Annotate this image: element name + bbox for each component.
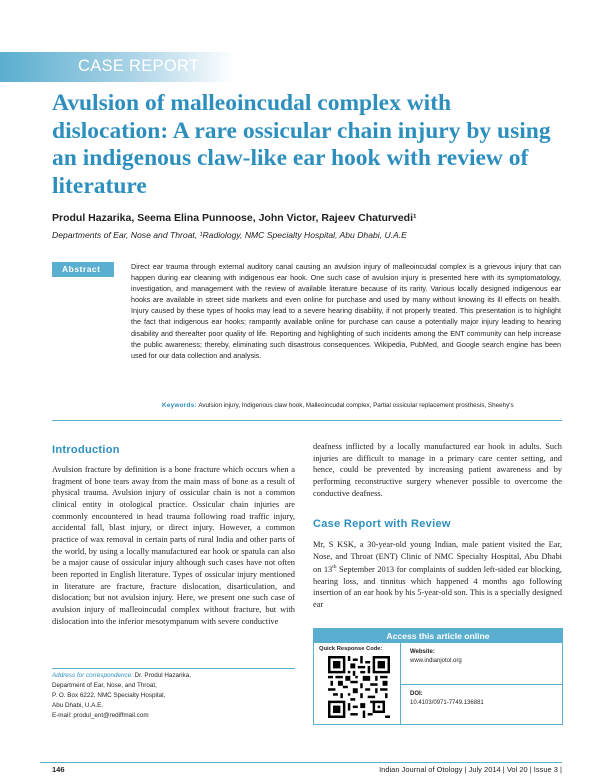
abstract-label: Abstract: [52, 262, 114, 277]
website-label: Website:: [410, 649, 435, 655]
intro-continued-text: deafness inflicted by a locally manufactured ear hook in adults. Such injuries are difficult to manage in a primary care center setting, and hence, could be prevented by increasing patient awareness and by performing reconstructive surgery whenever possible to overcome the conductive deafness.: [313, 442, 562, 498]
page-number: 146: [52, 765, 65, 774]
author-list: Produl Hazarika, Seema Elina Punnoose, John Victor, Rajeev Chaturvedi¹: [52, 212, 417, 224]
footer-divider: [40, 762, 562, 763]
case-text-part-b: September 2013 for complaints of sudden left-sided ear blocking, hearing loss, and tinnitus which happened 4 months ago following insertion of an ear hook by his 5-year-old son. This is a specially designed ear: [313, 565, 562, 610]
affiliation: Departments of Ear, Nose and Throat, ¹Radiology, NMC Specialty Hospital, Abu Dhabi, U.A.E: [52, 230, 407, 240]
correspondence-line: Department of Ear, Nose, and Throat,: [52, 682, 157, 689]
website-link[interactable]: www.indianjotol.org: [410, 658, 462, 664]
correspondence-divider: [52, 668, 295, 669]
case-report-banner: [0, 52, 235, 82]
doi-value[interactable]: 10.4103/0971-7749.136881: [410, 700, 484, 706]
qr-code-icon[interactable]: [328, 656, 390, 718]
access-online-box: [313, 628, 563, 725]
keywords-label: Keywords:: [162, 402, 197, 409]
access-header: Access this article online: [314, 629, 562, 643]
case-text-superscript: th: [332, 564, 337, 571]
correspondence-email[interactable]: E-mail: produl_ent@rediffmail.com: [52, 712, 149, 719]
correspondence-line: Abu Dhabi, U.A.E.: [52, 702, 104, 709]
correspondence-first-line: [52, 671, 297, 681]
case-text-part-a: Mr, S KSK, a 30-year-old young Indian, male patient visited the Ear, Nose, and Throat (ENT) Clinic of NMC Specialty Hospital, Abu Dhabi on 13: [313, 540, 562, 575]
journal-info: Indian Journal of Otology | July 2014 | Vol 20 | Issue 3 |: [379, 765, 562, 774]
correspondence-name: Dr. Produl Hazarika,: [132, 672, 191, 679]
article-title: Avulsion of malleoincudal complex with dislocation: A rare ossicular chain injury by using an indigenous claw-like ear hook with review of literature: [52, 90, 551, 199]
case-report-text: [313, 539, 562, 611]
correspondence-label: Address for correspondence:: [52, 672, 133, 679]
case-report-label: CASE REPORT: [78, 57, 200, 75]
abstract-divider: [52, 420, 562, 421]
access-divider-horizontal: [400, 684, 563, 685]
qr-code-label: Quick Response Code:: [319, 646, 383, 652]
correspondence-line: P. O. Box 6222, NMC Specialty Hospital,: [52, 692, 166, 699]
doi-label: DOI:: [410, 691, 423, 697]
keywords-text: Avulsion injury, Indigenous claw hook, Malleoincudal complex, Partial ossicular replacement prosthesis, Sheehy's: [198, 402, 514, 409]
correspondence-block: [52, 671, 297, 721]
case-report-heading: Case Report with Review: [313, 518, 451, 530]
keywords-line: [162, 402, 562, 409]
introduction-text: Avulsion fracture by definition is a bone fracture which occurs when a fragment of bone tears away from the main mass of bone as a result of physical trauma. Avulsion injury of ossicular chain is not a common clinical entity in otological practice. Ossicular chain injuries are commonly encountered in head trauma following road traffic injury, accidental fall, blast injury, or direct injury. However, a common practice of wax removal in certain parts of rural India and other parts of the world, by using a locally manufactured ear hook or spatula can also be a major cause of ossicular injury although such cases have not often been reported in English literature. Types of ossicular injury mentioned in literature are fracture, fracture dislocation, disarticulation, and dislocation; but not avulsion injury. Here, we present one such case of avulsion injury of malleoincudal complex without fracture, but with dislocation into the inferior mesotympanum with severe conductive: [52, 465, 295, 626]
abstract-text: Direct ear trauma through external auditory canal causing an avulsion injury of malleoincudal complex is a grievous injury that can happen during ear cleaning with indigenous ear hook. One such case of avulsion injury is presented here with its symptomatology, investigation, and management with the review of available literature because of its rarity. Various locally designed indigenous ear hooks are available in street side markets and even online for purchase and used by many without knowing its ill effects on health. Injury caused by these types of hooks may lead to a severe hearing disability, if not properly treated. This presentation is to highlight the fact that indigenous ear hooks; rampantly available online for purchase can cause a potentially major injury leading to hearing disability and thereafter poor quality of life. Reporting and highlighting of such incidents among the ENT community can help increase the public awareness; thereby, eliminating such disastrous consequences. Wikipedia, PubMed, and Google search engine has been used for our data collection and analysis.: [131, 262, 561, 360]
introduction-heading: Introduction: [52, 444, 120, 456]
